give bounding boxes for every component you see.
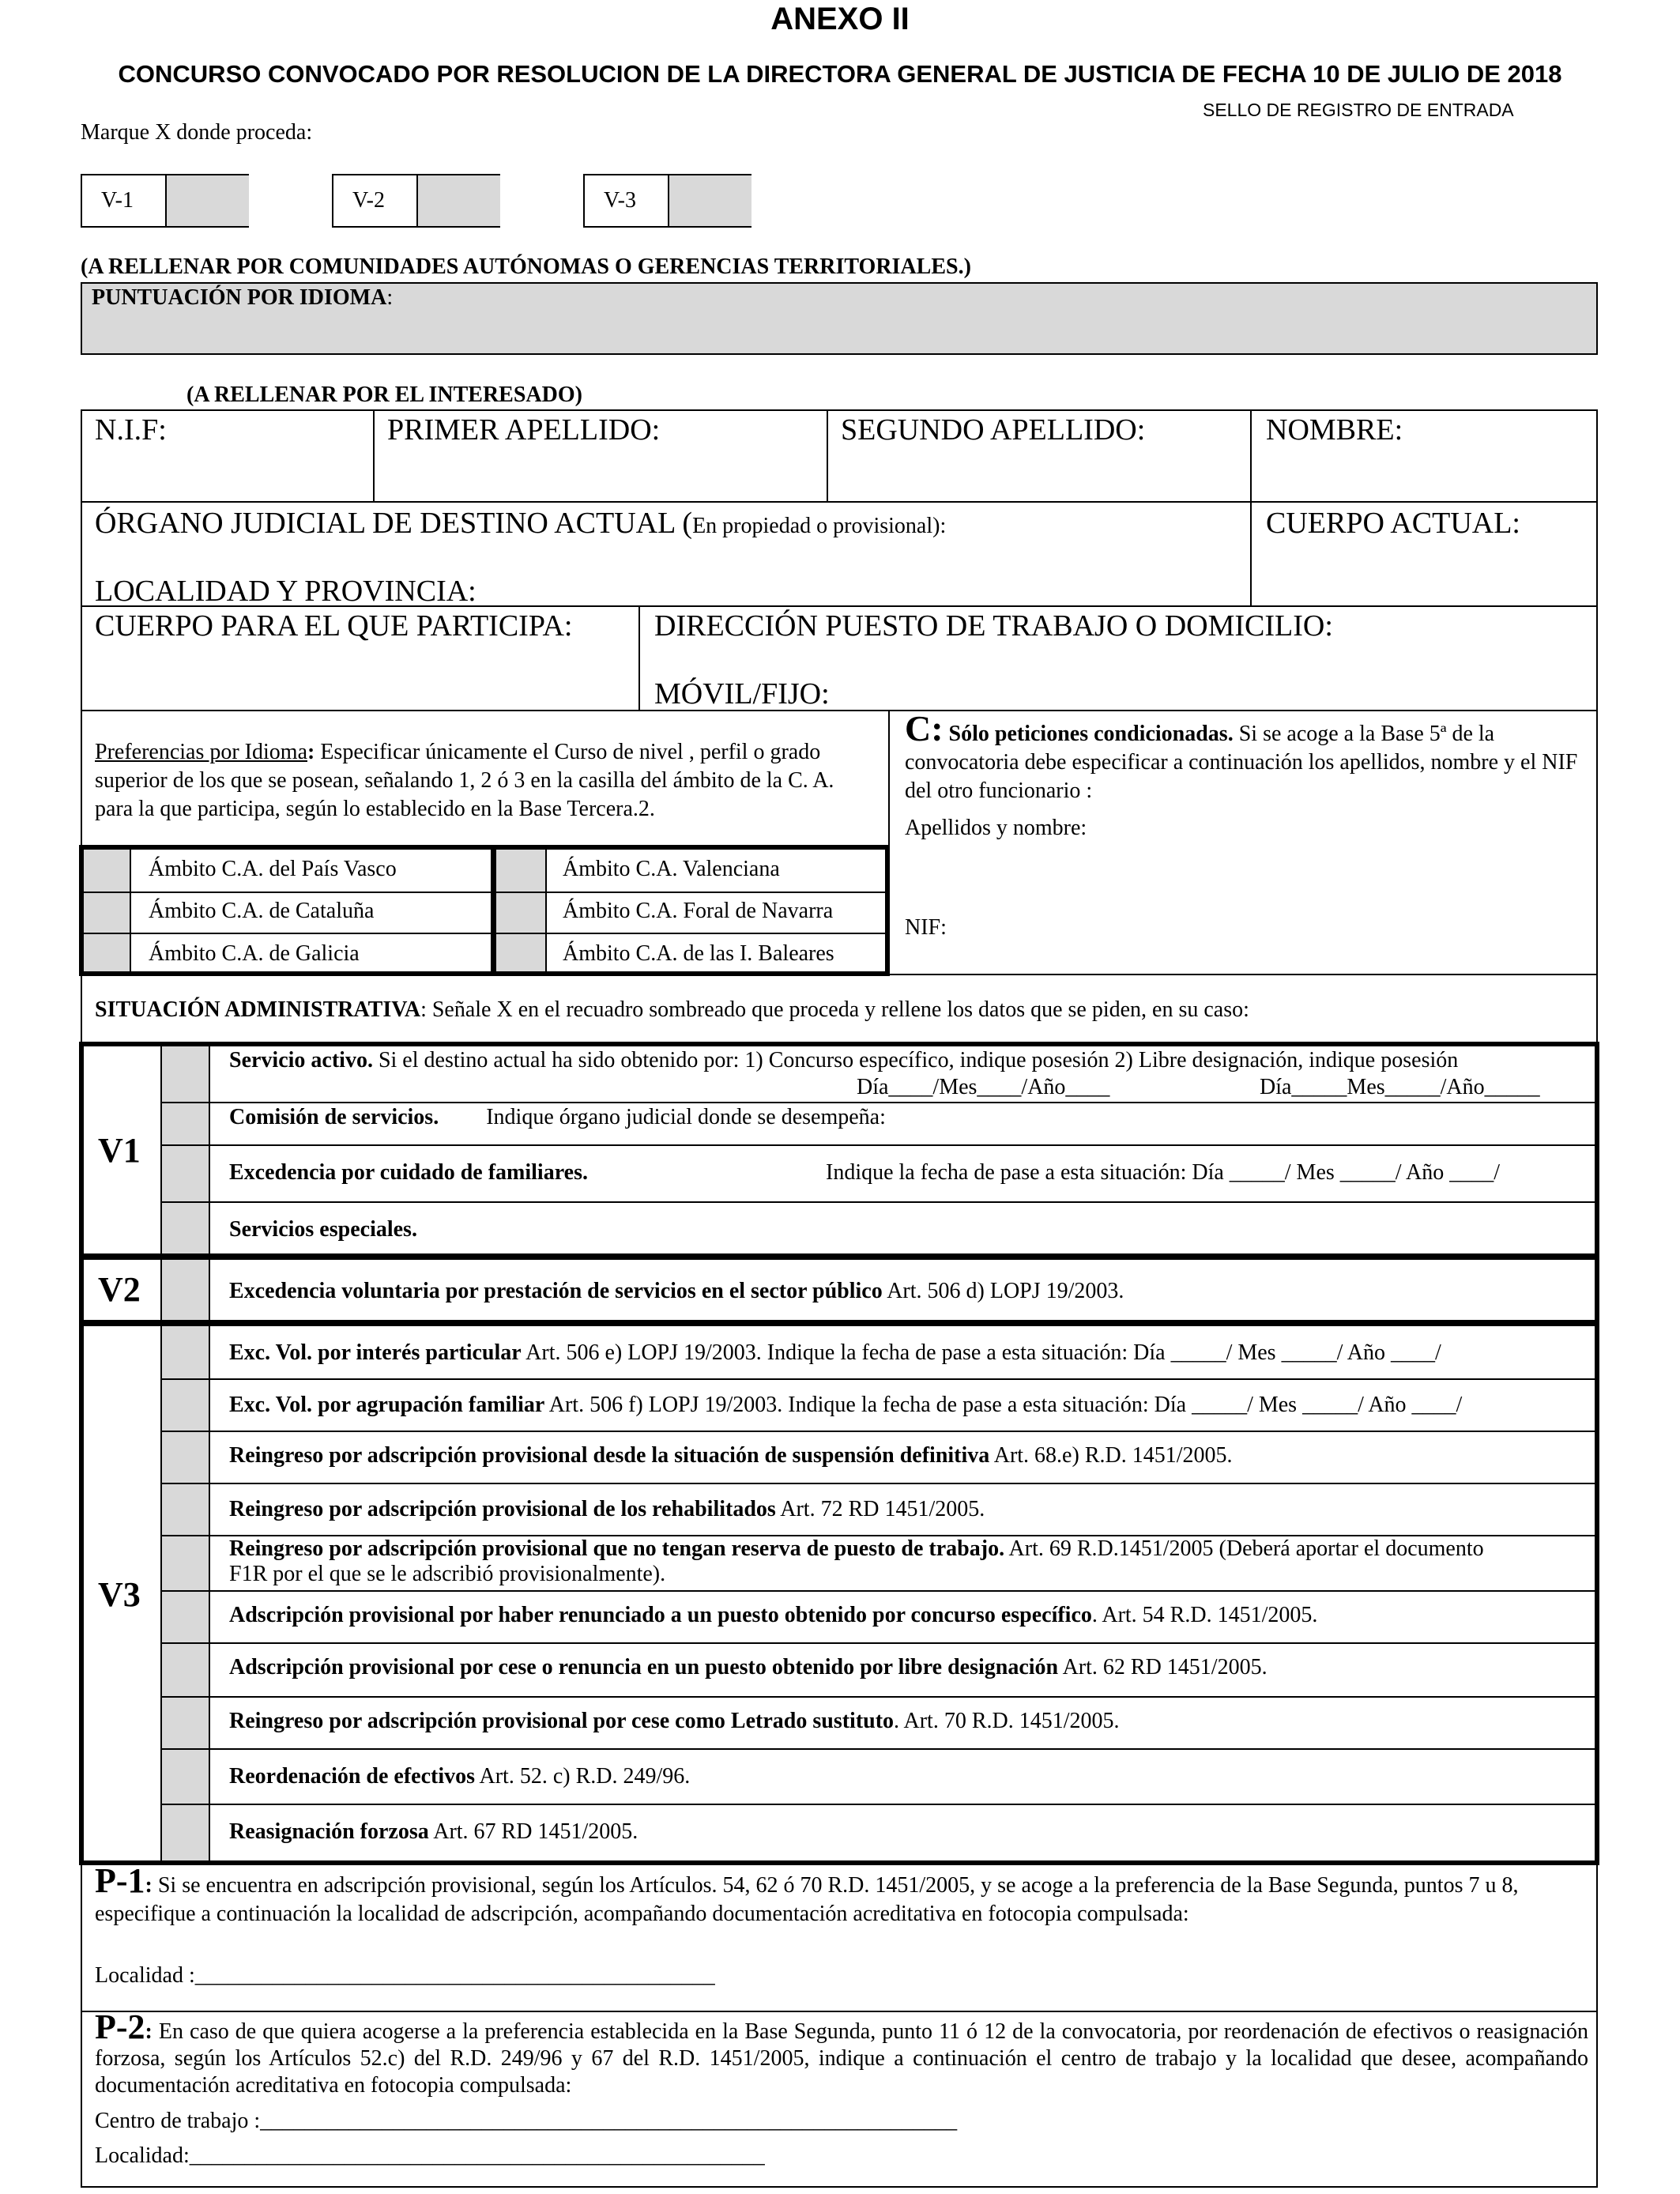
nombre-field[interactable] [1252,452,1596,499]
primer-apellido-field[interactable] [375,452,825,499]
v3-selector-label: V-3 [604,188,636,213]
v2-text: Excedencia voluntaria por prestación de servicios en el sector público Art. 506 d) LOPJ 19/2003. [229,1279,1124,1303]
v3-label: V3 [98,1575,141,1614]
page-title: ANEXO II [770,2,910,36]
cuerpo-actual-label: CUERPO ACTUAL: [1266,507,1520,540]
v3-checkbox[interactable] [668,175,751,226]
preferencias-text: Preferencias por Idioma: Especificar únicamente el Curso de nivel , perfil o grado superior de los que se posean, señalando 1, 2 ó 3 en la casilla del ámbito de la C. A. para la que participa, según lo establecido en la Base Tercera.2. [95,740,834,821]
p2-localidad-field[interactable]: Localidad:____________________________________________________ [95,2143,765,2168]
localidad-label: LOCALIDAD Y PROVINCIA: [95,575,477,608]
condicionadas-apellidos-label: Apellidos y nombre: [905,816,1087,840]
ambito-label-cataluna: Ámbito C.A. de Cataluña [149,899,375,923]
v1-excedencia-label: Excedencia por cuidado de familiares. [229,1160,588,1185]
v3-row-agrupacion-familiar: Exc. Vol. por agrupación familiar Art. 506 f) LOPJ 19/2003. Indique la fecha de pase a esta situación: Día _____/ Mes _____/ Año ____/ [229,1393,1463,1417]
v3-checkbox-rehabilitados[interactable] [162,1484,209,1535]
nif-field[interactable] [82,452,371,499]
v3-row-reordenacion: Reordenación de efectivos Art. 52. c) R.D. 249/96. [229,1764,691,1789]
idioma-score-label: PUNTUACIÓN POR IDIOMA: [92,285,394,310]
v3-checkbox-sin-reserva[interactable] [162,1536,209,1590]
movil-label: MÓVIL/FIJO: [654,677,830,711]
primer-apellido-label: PRIMER APELLIDO: [387,413,661,447]
v3-checkbox-letrado-sustituto[interactable] [162,1698,209,1748]
ambito-checkbox-valenciana[interactable] [496,851,545,891]
ambito-label-valenciana: Ámbito C.A. Valenciana [563,857,780,881]
v3-row-suspension: Reingreso por adscripción provisional desde la situación de suspensión definitiva Art. 68.e) R.D. 1451/2005. [229,1443,1233,1468]
stamp-label: SELLO DE REGISTRO DE ENTRADA [1203,100,1514,120]
cuerpo-actual-field[interactable] [1252,545,1596,604]
direccion-label: DIRECCIÓN PUESTO DE TRABAJO O DOMICILIO: [654,609,1333,643]
ambito-label-galicia: Ámbito C.A. de Galicia [149,941,360,966]
v2-label: V2 [98,1270,141,1309]
segundo-apellido-field[interactable] [828,452,1249,499]
ambito-checkbox-cataluna[interactable] [84,893,130,933]
ambito-label-navarra: Ámbito C.A. Foral de Navarra [563,899,834,923]
nombre-label: NOMBRE: [1266,413,1403,447]
ambito-checkbox-baleares[interactable] [496,934,545,972]
v1-excedencia-checkbox[interactable] [162,1146,209,1201]
v3-row-reasignacion: Reasignación forzosa Art. 67 RD 1451/2005. [229,1819,638,1844]
page-subtitle: CONCURSO CONVOCADO POR RESOLUCION DE LA DIRECTORA GENERAL DE JUSTICIA DE FECHA 10 DE JULIO DE 2018 [118,60,1562,88]
cuerpo-participa-field[interactable] [82,648,637,710]
situacion-text: SITUACIÓN ADMINISTRATIVA: Señale X en el recuadro sombreado que proceda y rellene los datos que se piden, en su caso: [95,997,1249,1022]
v3-row-concurso-especifico: Adscripción provisional por haber renunciado a un puesto obtenido por concurso específico. Art. 54 R.D. 1451/2005. [229,1603,1318,1627]
idioma-score-field[interactable] [81,282,1598,355]
ambito-checkbox-navarra[interactable] [496,893,545,933]
v1-especiales-checkbox[interactable] [162,1203,209,1253]
v1-comision-checkbox[interactable] [162,1103,209,1144]
v1-comision-text: Comisión de servicios. Indique órgano judicial donde se desempeña: [229,1105,886,1129]
ca-section-title: (A RELLENAR POR COMUNIDADES AUTÓNOMAS O GERENCIAS TERRITORIALES.) [81,254,971,279]
personal-section-title: (A RELLENAR POR EL INTERESADO) [186,383,582,407]
v3-selector[interactable] [583,174,751,228]
v1-activo-date2[interactable]: Día_____Mes_____/Año_____ [1260,1075,1540,1099]
v3-checkbox-libre-designacion[interactable] [162,1644,209,1696]
v3-row-sin-reserva: Reingreso por adscripción provisional que no tengan reserva de puesto de trabajo. Art. 69 R.D.1451/2005 (Deberá aportar el documento F1R por el que se le adscribió provisionalmente). [229,1536,1484,1586]
v3-row-libre-designacion: Adscripción provisional por cese o renuncia en un puesto obtenido por libre designación Art. 62 RD 1451/2005. [229,1655,1268,1679]
p1-localidad-field[interactable]: Localidad :_______________________________________________ [95,1963,715,1988]
condicionadas-nif-label: NIF: [905,915,947,940]
ambito-checkbox-pais-vasco[interactable] [84,851,130,891]
mark-instruction: Marque X donde proceda: [81,120,313,145]
v3-row-rehabilitados: Reingreso por adscripción provisional de los rehabilitados Art. 72 RD 1451/2005. [229,1497,985,1521]
v3-checkbox-concurso-especifico[interactable] [162,1592,209,1642]
p1-text: P-1: Si se encuentra en adscripción provisional, según los Artículos. 54, 62 ó 70 R.D. 1451/2005, y se acoge a la preferencia de la Base Segunda, puntos 7 u 8, especifique a continuación la localidad de adscripción, acompañando documentación acreditativa en fotocopia compulsada: [95,1861,1519,1926]
v1-especiales-text: Servicios especiales. [229,1217,417,1242]
v1-label: V1 [98,1131,141,1170]
v3-checkbox-agrupacion-familiar[interactable] [162,1380,209,1431]
v2-selector[interactable] [332,174,500,228]
v2-checkbox-cell[interactable] [162,1260,210,1320]
cuerpo-participa-label: CUERPO PARA EL QUE PARTICIPA: [95,609,573,643]
v1-checkbox[interactable] [165,175,249,226]
condicionadas-apellidos-field[interactable] [905,846,1592,909]
segundo-apellido-label: SEGUNDO APELLIDO: [841,413,1146,447]
ambito-checkbox-galicia[interactable] [84,934,130,972]
ambito-label-pais-vasco: Ámbito C.A. del País Vasco [149,857,397,881]
v1-excedencia-date[interactable]: Indique la fecha de pase a esta situación: Día _____/ Mes _____/ Año ____/ [826,1160,1501,1185]
v2-selector-label: V-2 [352,188,385,213]
condicionadas-nif-field[interactable] [956,909,1588,971]
v3-checkbox-reordenacion[interactable] [162,1750,209,1804]
ambito-label-baleares: Ámbito C.A. de las I. Baleares [563,941,834,966]
organo-label: ÓRGANO JUDICIAL DE DESTINO ACTUAL (En propiedad o provisional): [95,507,947,540]
p2-centro-field[interactable]: Centro de trabajo :_______________________________________________________________ [95,2109,958,2133]
v3-checkbox-suspension[interactable] [162,1432,209,1483]
v3-row-letrado-sustituto: Reingreso por adscripción provisional por cese como Letrado sustituto. Art. 70 R.D. 1451/2005. [229,1709,1120,1733]
v2-checkbox[interactable] [416,175,500,226]
v1-activo-text: Servicio activo. Si el destino actual ha sido obtenido por: 1) Concurso específico, indique posesión 2) Libre designación, indique posesión [229,1048,1459,1072]
nif-label: N.I.F: [95,413,167,447]
v1-selector[interactable] [81,174,249,228]
v1-activo-checkbox[interactable] [162,1046,209,1102]
v3-checkbox-reasignacion[interactable] [162,1805,209,1860]
condicionadas-text: C: Sólo peticiones condicionadas. Si se acoge a la Base 5ª de la convocatoria debe especificar a continuación los apellidos, nombre y el NIF del otro funcionario : [905,708,1578,803]
p2-text: P-2: En caso de que quiera acogerse a la preferencia establecida en la Base Segunda, punto 11 ó 12 de la convocatoria, por reordenación de efectivos o reasignación forzosa, según los Artículos 52.c) del R.D. 249/96 y 67 del R.D. 1451/2005, indique a continuación el centro de trabajo y la localidad que desee, acompañando documentación acreditativa en fotocopia compulsada: [95,2007,1588,2098]
v1-selector-label: V-1 [101,188,134,213]
v3-row-interes-particular: Exc. Vol. por interés particular Art. 506 e) LOPJ 19/2003. Indique la fecha de pase a esta situación: Día _____/ Mes _____/ Año ____/ [229,1340,1441,1365]
v1-activo-date1[interactable]: Día____/Mes____/Año____ [857,1075,1110,1099]
v3-checkbox-interes-particular[interactable] [162,1328,209,1378]
